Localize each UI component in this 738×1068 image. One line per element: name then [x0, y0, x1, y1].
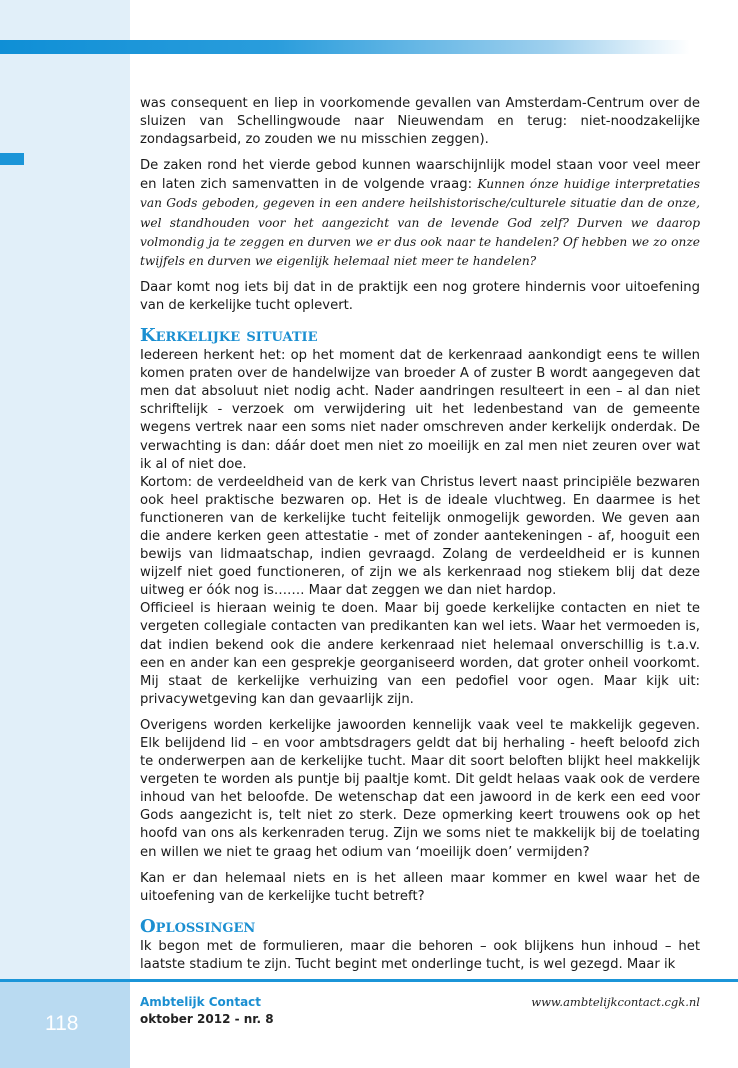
paragraph: Overigens worden kerkelijke jawoorden kennelijk vaak veel te makkelijk gegeven. Elk belijdend lid – en voor ambtsdragers geldt dat bij herhaling - heeft beloofd zich te onderwerpen aan de kerkelijke tucht. Maar dit soort beloften blijkt heel makkelijk vergeten te worden als puntje bij paaltje komt. Dit geldt helaas vaak ook de verdere inhoud van het beloofde. De wetenschap dat een jawoord in de kerk een eed voor Gods aangezicht is, telt niet zo sterk. Deze opmerking keert trouwens ook op het hoofd van ons als kerkenraden terug. Zijn we soms niet te makkelijk bij de toelating en willen we niet te graag het odium van ‘moeilijk doen’ vermijden?: [140, 717, 700, 860]
article-body: [140, 95, 700, 974]
paragraph: Kortom: de verdeeldheid van de kerk van Christus levert naast principiële bezwaren ook heel praktische bezwaren op. Het is de ideale vluchtweg. En daarmee is het functioneren van de kerkelijke tucht feitelijk onmogelijk geworden. We geven aan die andere kerken geen attestatie - met of zonder aantekeningen - af, hooguit een bewijs van lidmaatschap, indien gevraagd. Zolang de verdeeldheid er is kunnen wijzelf niet goed functioneren, of zijn we als kerkenraad nog stiekem blij dat deze uitweg er óók nog is……. Maar dat zeggen we dan niet hardop.: [140, 474, 700, 599]
paragraph: Kan er dan helemaal niets en is het alleen maar kommer en kwel waar het de uitoefening van de kerkelijke tucht betreft?: [140, 870, 700, 904]
top-gradient-bar: [0, 40, 690, 54]
paragraph: Daar komt nog iets bij dat in de praktijk een nog grotere hindernis voor uitoefening van de kerkelijke tucht oplevert.: [140, 279, 700, 313]
section-heading: Oplossingen: [140, 915, 256, 937]
section-tab-marker: [0, 153, 24, 165]
paragraph: Iedereen herkent het: op het moment dat de kerkenraad aankondigt eens te willen komen praten over de handelwijze van broeder A of zuster B wordt aangegeven dat men dat absoluut niet nodig acht. Nader aandringen resulteert in een – al dan niet schriftelijk - verzoek om verwijdering uit het ledenbestand van de gemeente wegens vertrek naar een soms niet nader omschreven ander kerkelijk onderdak. De verwachting is dan: dáár doet men niet zo moeilijk en zal men niet zeuren over wat ik al of niet doe.: [140, 348, 700, 472]
paragraph: Officieel is hieraan weinig te doen. Maar bij goede kerkelijke contacten en niet te vergeten collegiale contacten van predikanten kan wel iets. Waar het vermoeden is, dat indien bekend ook die andere kerkenraad niet helemaal onverschillig is t.a.v. een en ander kan een gesprekje georganiseerd worden, dat groter onheil voorkomt. Mij staat de kerkelijke verhuizing van een pedofiel voor ogen. Maar kijk uit: privacywetgeving kan dan gevaarlijk zijn.: [140, 601, 700, 707]
italic-question: Kunnen ónze huidige interpretaties van Gods geboden, gegeven in een andere heilshistorische/culturele situatie dan de onze, wel standhouden voor het aangezicht van de levende God zelf? Durven we daarop volmondig ja te zeggen en durven we er dus ook naar te handelen? Of hebben we zo onze twijfels en durven we eigenlijk helemaal niet meer te handelen?: [140, 177, 701, 268]
magazine-title: Ambtelijk Contact: [140, 995, 262, 1009]
paragraph-text: De zaken rond het vierde gebod kunnen waarschijnlijk model staan voor veel meer en laten zich samenvatten in de volgende vraag:: [140, 158, 700, 193]
page-number: 118: [45, 1012, 79, 1035]
magazine-issue: oktober 2012 - nr. 8: [140, 1012, 274, 1026]
website-url: www.ambtelijkcontact.cgk.nl: [531, 995, 700, 1009]
section-heading: Kerkelijke situatie: [140, 325, 318, 347]
paragraph: Ik begon met de formulieren, maar die behoren – ook blijkens hun inhoud – het laatste stadium te zijn. Tucht begint met onderlinge tucht, is wel gezegd. Maar ik: [140, 938, 700, 972]
paragraph: [140, 157, 700, 271]
footer-divider: [0, 979, 738, 982]
paragraph: was consequent en liep in voorkomende gevallen van Amsterdam-Centrum over de sluizen van Schellingwoude naar Nieuwendam en terug: niet-noodzakelijke zondagsarbeid, zo zouden we nu misschien zeggen).: [140, 96, 700, 148]
